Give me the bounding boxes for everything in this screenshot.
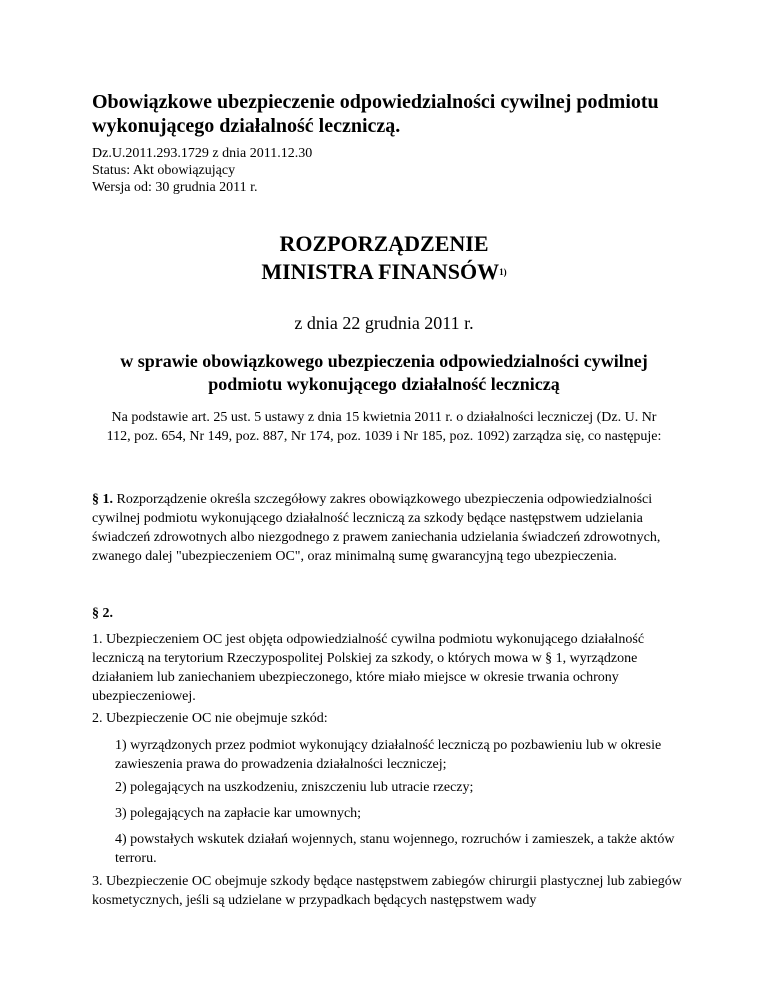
section-1-label: § 1. — [92, 492, 113, 507]
section-1-text: Rozporządzenie określa szczegółowy zakres obowiązkowego ubezpieczenia odpowiedzialności cywilnej podmiotu wykonującego działalność leczniczą za szkody będące następstwem udzielania świadczeń zdrowotnych albo niezgodnego z prawem zaniechania udzielania świadczeń zdrowotnych, zwanego dalej "ubezpieczeniem OC", oraz minimalną sumę gwarancyjną tego ubezpieczenia. — [92, 492, 661, 564]
exclusion-item-4: 4) powstałych wskutek działań wojennych, stanu wojennego, rozruchów i zamieszek, a także aktów terroru. — [115, 832, 675, 866]
act-status: Status: Akt obowiązujący — [92, 163, 236, 178]
act-type-heading: ROZPORZĄDZENIE — [279, 231, 489, 256]
section-1 — [92, 490, 682, 566]
footnote-reference[interactable]: 1) — [499, 267, 507, 277]
legal-basis: Na podstawie art. 25 ust. 5 ustawy z dnia 15 kwietnia 2011 r. o działalności leczniczej (Dz. U. Nr 112, poz. 654, Nr 149, poz. 887, Nr 174, poz. 1039 i Nr 185, poz. 1092) zarządza się, co następuje: — [106, 410, 662, 444]
act-issuer-heading — [0, 258, 768, 286]
section-2-paragraph-2: 2. Ubezpieczenie OC nie obejmuje szkód: — [92, 711, 328, 726]
exclusion-item-2: 2) polegających na uszkodzeniu, zniszczeniu lub utracie rzeczy; — [115, 780, 474, 795]
act-issuer-text: MINISTRA FINANSÓW — [261, 259, 500, 284]
exclusion-item-1: 1) wyrządzonych przez podmiot wykonujący działalność leczniczą po pozbawieniu lub w okresie zawieszenia prawa do prowadzenia działalności leczniczej; — [115, 738, 662, 772]
version-date: Wersja od: 30 grudnia 2011 r. — [92, 180, 258, 195]
document-metadata — [92, 145, 692, 196]
document-title: Obowiązkowe ubezpieczenie odpowiedzialności cywilnej podmiotu wykonującego działalność leczniczą. — [92, 91, 659, 137]
section-2-label: § 2. — [92, 606, 113, 621]
act-date: z dnia 22 grudnia 2011 r. — [294, 313, 474, 333]
act-subject: w sprawie obowiązkowego ubezpieczenia odpowiedzialności cywilnej podmiotu wykonującego działalność leczniczą — [120, 351, 648, 394]
section-2-paragraph-1: 1. Ubezpieczeniem OC jest objęta odpowiedzialność cywilna podmiotu wykonującego działalność leczniczą na terytorium Rzeczypospolitej Polskiej za szkody, o których mowa w § 1, wyrządzone działaniem lub zaniechaniem ubezpieczonego, które miało miejsce w okresie trwania ochrony ubezpieczeniowej. — [92, 632, 645, 704]
exclusion-item-3: 3) polegających na zapłacie kar umownych; — [115, 806, 362, 821]
journal-reference: Dz.U.2011.293.1729 z dnia 2011.12.30 — [92, 146, 313, 161]
section-2-paragraph-3: 3. Ubezpieczenie OC obejmuje szkody będące następstwem zabiegów chirurgii plastycznej lub zabiegów kosmetycznych, jeśli są udzielane w przypadkach będących następstwem wady — [92, 874, 682, 908]
